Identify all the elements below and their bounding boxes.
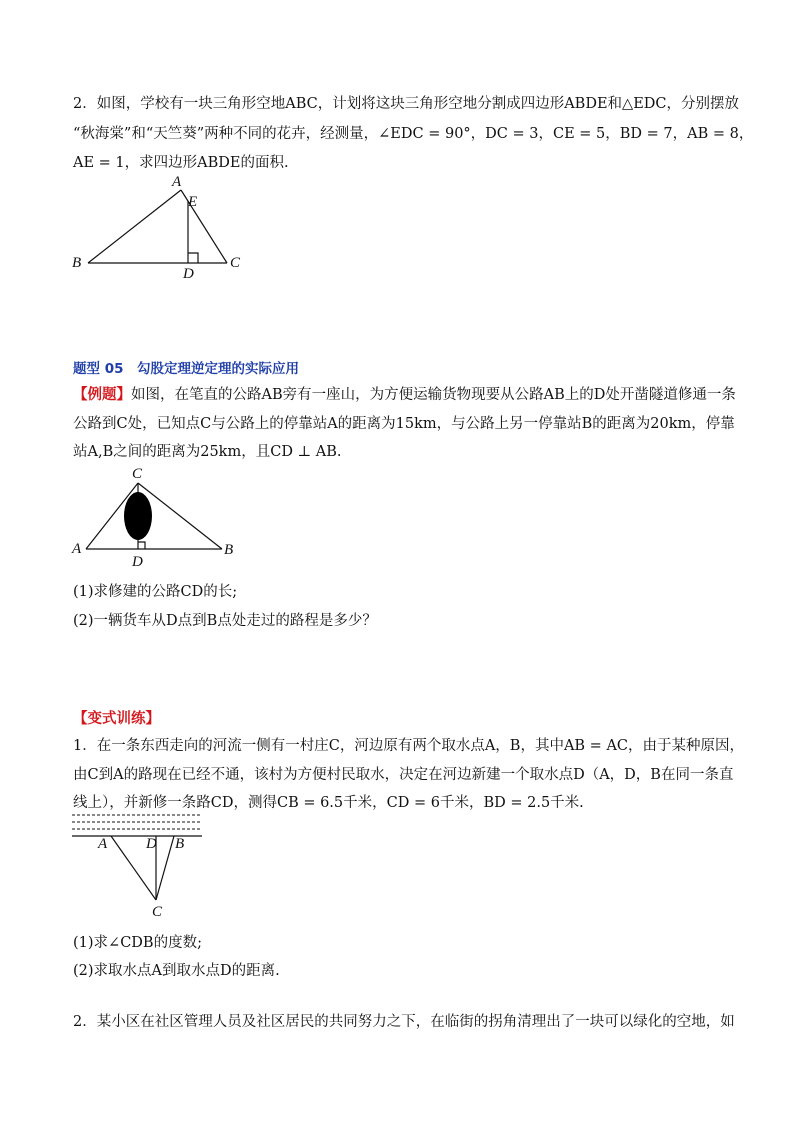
mountain-shape [124,492,152,540]
example-question-2: (2)一辆货车从D点到B点处走过的路程是多少？ [73,613,377,629]
example-tag: 【例题】 [73,386,131,403]
problem-2-line-1: 2．如图，学校有一块三角形空地ABC，计划将这块三角形空地分割成四边形ABDE和△EDC，分别摆放 [73,96,740,112]
tunnel-figure [66,464,246,572]
triangle-abc-figure [60,170,260,280]
variant-line-3: 线上），并新修一条路CD，测得CB = 6.5千米，CD = 6千米，BD = 2.5千米. [73,795,584,811]
label-c: C [152,904,163,920]
label-b: B [175,836,185,852]
variant-question-2: (2)求取水点A到取水点D的距离. [73,963,280,979]
example-line-2: 公路到C处，已知点C与公路上的停靠站A的距离为15km，与公路上另一停靠站B的距离为20km，停靠 [73,416,735,432]
river-figure [68,808,208,920]
label-e: E [188,194,198,210]
label-c: C [132,466,143,482]
label-a: A [98,836,108,852]
label-d: D [183,266,194,280]
problem-2b-line-1: 2．某小区在社区管理人员及社区居民的共同努力之下，在临街的拐角清理出了一块可以绿化的空地，如 [73,1014,735,1030]
label-a: A [172,174,182,190]
example-line-1 [73,385,736,405]
example-text-1: 如图，在笔直的公路AB旁有一座山，为方便运输货物现要从公路AB上的D处开凿隧道修通一条 [131,387,736,403]
section-heading: 题型 05 勾股定理逆定理的实际应用 [73,361,299,377]
label-a: A [72,541,82,557]
problem-2-line-3: AE = 1，求四边形ABDE的面积. [73,155,289,171]
example-question-1: (1)求修建的公路CD的长; [73,584,238,600]
problem-2-line-2: “秋海棠”和“天竺葵”两种不同的花卉，经测量，∠EDC = 90°，DC = 3，CE = 5，BD = 7，AB = 8， [73,126,754,142]
variant-line-1: 1．在一条东西走向的河流一侧有一村庄C，河边原有两个取水点A，B，其中AB = AC，由于某种原因， [73,738,745,754]
label-c: C [230,255,241,271]
variant-tag: 【变式训练】 [73,710,160,727]
label-d: D [146,836,157,852]
label-b: B [224,542,234,558]
label-d: D [132,554,143,570]
variant-line-2: 由C到A的路现在已经不通，该村为方便村民取水，决定在河边新建一个取水点D（A，D，B在同一条直 [73,767,734,783]
label-b: B [72,255,82,271]
example-line-3: 站A,B之间的距离为25km，且CD ⊥ AB. [73,444,342,460]
variant-question-1: (1)求∠CDB的度数; [73,935,202,951]
